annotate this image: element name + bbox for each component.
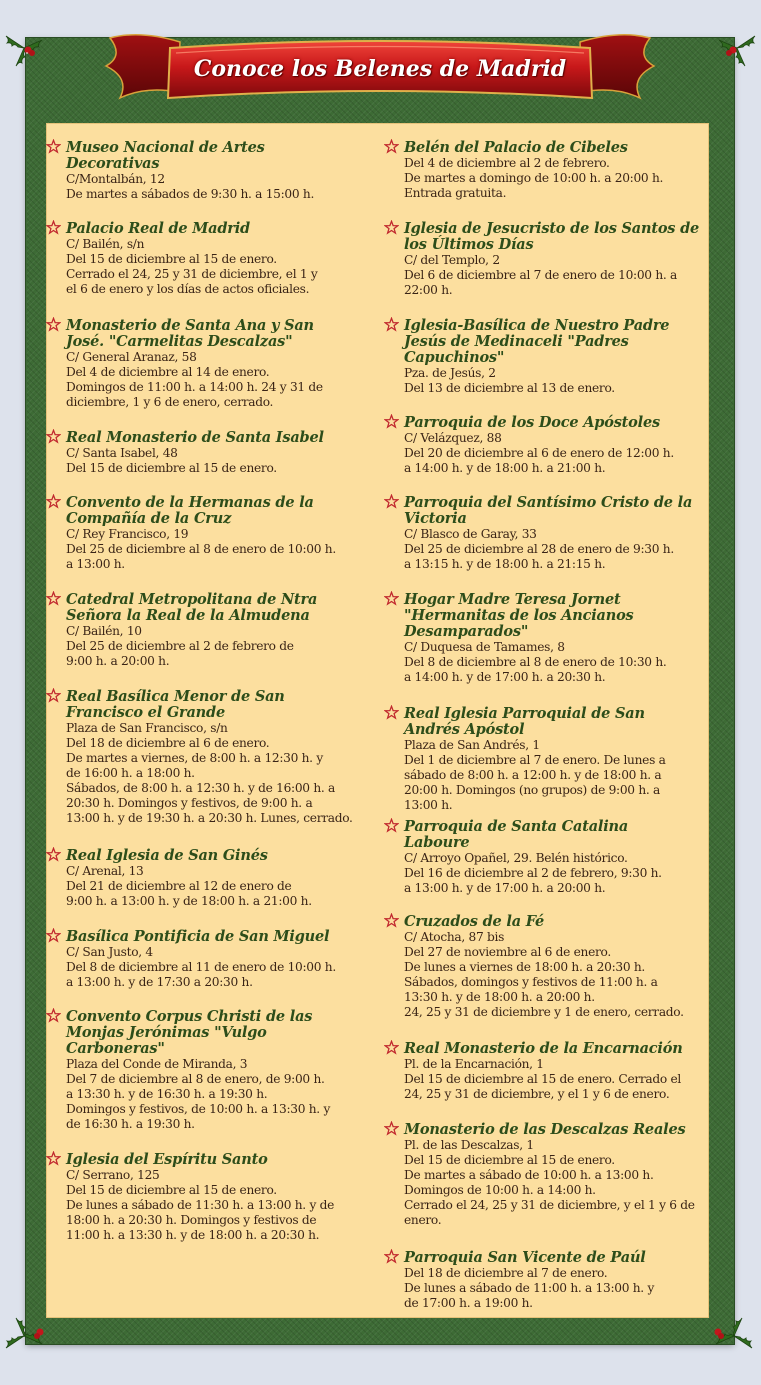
entry-details: C/ Arroyo Opañel, 29. Belén histórico. Del 16 de diciembre al 2 de febrero, 9:30 h. a 13:00 h. y de 17:00 h. a 20:00 h. [404,851,662,895]
list-item [384,1122,702,1228]
star-icon [384,414,400,430]
star-icon [384,705,400,721]
entry-title: Real Iglesia de San Ginés [66,847,268,864]
list-item [46,1152,364,1243]
entry-details: C/ San Justo, 4 Del 8 de diciembre al 11 de enero de 10:00 h. a 13:00 h. y de 17:30 a 20:30 h. [66,945,336,989]
list-item [46,430,364,476]
entry-title: Parroquia San Vicente de Paúl [404,1249,646,1266]
entry-details: Plaza de San Francisco, s/n Del 18 de diciembre al 6 de enero. De martes a viernes, de 8:00 h. a 12:30 h. y de 16:00 h. a 18:00 h. Sábados, de 8:00 h. a 12:30 h. y de 16:00 h. a 20:30 h. Domingos y festivos, de 9:00 h. a 13:00 h. y de 19:30 h. a 20:30 h. Lunes, cerrado. [66,721,353,825]
entry-details: Del 18 de diciembre al 7 de enero. De lunes a sábado de 11:00 h. a 13:00 h. y de 17:00 h. a 19:00 h. [404,1266,655,1310]
entry-title: Catedral Metropolitana de Ntra Señora la Real de la Almudena [66,591,318,624]
star-icon [384,1249,400,1265]
entry-details: Plaza de San Andrés, 1 Del 1 de diciembre al 7 de enero. De lunes a sábado de 8:00 h. a 12:00 h. y de 18:00 h. a 20:00 h. Domingos (no grupos) de 9:00 h. a 13:00 h. [404,738,666,812]
star-icon [384,591,400,607]
list-item [384,221,702,298]
holly-icon [712,1314,756,1358]
entry-title: Monasterio de Santa Ana y San José. "Carmelitas Descalzas" [66,317,314,350]
entry-details: Pza. de Jesús, 2 Del 13 de diciembre al 13 de enero. [404,366,615,395]
star-icon [384,317,400,333]
star-icon [46,429,62,445]
star-icon [384,220,400,236]
title-banner [100,26,660,116]
entry-title: Palacio Real de Madrid [66,220,250,237]
entry-details: C/ Velázquez, 88 Del 20 de diciembre al 6 de enero de 12:00 h. a 14:00 h. y de 18:00 h. a 21:00 h. [404,431,674,475]
list-item [46,592,364,669]
star-icon [46,928,62,944]
list-item [46,495,364,572]
entry-title: Iglesia de Jesucristo de los Santos de los Últimos Días [404,220,700,253]
entry-details: Del 4 de diciembre al 2 de febrero. De martes a domingo de 10:00 h. a 20:00 h. Entrada gratuita. [404,156,664,200]
entry-details: C/ General Aranaz, 58 Del 4 de diciembre al 14 de enero. Domingos de 11:00 h. a 14:00 h. 24 y 31 de diciembre, 1 y 6 de enero, cerrado. [66,350,323,409]
entry-details: C/ Bailén, s/n Del 15 de diciembre al 15 de enero. Cerrado el 24, 25 y 31 de diciembre, el 1 y el 6 de enero y los días de actos oficiales. [66,237,318,296]
list-item [384,1250,702,1311]
entry-title: Real Basílica Menor de San Francisco el Grande [66,688,285,721]
list-item [384,318,702,396]
entry-title: Belén del Palacio de Cibeles [404,139,628,156]
entry-title: Convento de la Hermanas de la Compañía de la Cruz [66,494,314,527]
entry-details: C/ Rey Francisco, 19 Del 25 de diciembre al 8 de enero de 10:00 h. a 13:00 h. [66,527,336,571]
list-item [384,592,702,685]
star-icon [384,139,400,155]
entry-title: Cruzados de la Fé [404,913,545,930]
star-icon [46,1151,62,1167]
star-icon [384,818,400,834]
star-icon [46,220,62,236]
list-item [384,819,702,896]
list-item [384,1041,702,1102]
entry-details: C/ del Templo, 2 Del 6 de diciembre al 7 de enero de 10:00 h. a 22:00 h. [404,253,677,297]
entry-title: Real Monasterio de Santa Isabel [66,429,324,446]
entry-details: C/ Atocha, 87 bis Del 27 de noviembre al 6 de enero. De lunes a viernes de 18:00 h. a 20:30 h. Sábados, domingos y festivos de 11:00 h. a 13:30 h. y de 18:00 h. a 20:00 h. 24, 25 y 31 de diciembre y 1 de enero, cerrado. [404,930,684,1019]
entry-title: Parroquia de los Doce Apóstoles [404,414,660,431]
star-icon [46,1008,62,1024]
list-item [46,929,364,990]
star-icon [384,494,400,510]
list-item [46,1009,364,1132]
entry-details: C/ Arenal, 13 Del 21 de diciembre al 12 de enero de 9:00 h. a 13:00 h. y de 18:00 h. a 21:00 h. [66,864,312,908]
entry-details: C/ Bailén, 10 Del 25 de diciembre al 2 de febrero de 9:00 h. a 20:00 h. [66,624,294,668]
star-icon [384,1121,400,1137]
entry-title: Monasterio de las Descalzas Reales [404,1121,686,1138]
page-title: Conoce los Belenes de Madrid [193,56,567,82]
entry-title: Convento Corpus Christi de las Monjas Jerónimas "Vulgo Carboneras" [66,1008,313,1057]
entry-details: C/ Santa Isabel, 48 Del 15 de diciembre al 15 de enero. [66,446,277,475]
star-icon [46,317,62,333]
star-icon [384,1040,400,1056]
list-item [46,140,364,202]
list-item [46,689,364,826]
entry-title: Parroquia de Santa Catalina Laboure [404,818,629,851]
star-icon [46,494,62,510]
entry-details: C/Montalbán, 12 De martes a sábados de 9:30 h. a 15:00 h. [66,172,315,201]
entry-title: Museo Nacional de Artes Decorativas [66,139,265,172]
entry-title: Iglesia del Espíritu Santo [66,1151,268,1168]
list-item [384,914,702,1020]
holly-icon [715,26,759,70]
entry-title: Iglesia-Basílica de Nuestro Padre Jesús de Medinaceli "Padres Capuchinos" [404,317,670,366]
star-icon [46,847,62,863]
entry-details: Plaza del Conde de Miranda, 3 Del 7 de diciembre al 8 de enero, de 9:00 h. a 13:30 h. y de 16:30 h. a 19:30 h. Domingos y festivos, de 10:00 h. a 13:30 h. y de 16:30 h. a 19:30 h. [66,1057,331,1131]
list-item [46,318,364,410]
entry-details: Pl. de la Encarnación, 1 Del 15 de diciembre al 15 de enero. Cerrado el 24, 25 y 31 de diciembre, y el 1 y 6 de enero. [404,1057,681,1101]
list-item [384,140,702,201]
listing-panel [46,123,709,1318]
star-icon [46,591,62,607]
holly-icon [2,26,46,70]
entry-title: Hogar Madre Teresa Jornet "Hermanitas de los Ancianos Desamparados" [404,591,634,640]
entry-details: Pl. de las Descalzas, 1 Del 15 de diciembre al 15 de enero. De martes a sábado de 10:00 h. a 13:00 h. Domingos de 10:00 h. a 14:00 h. Cerrado el 24, 25 y 31 de diciembre, y el 1 y 6 de enero. [404,1138,695,1227]
entry-details: C/ Duquesa de Tamames, 8 Del 8 de diciembre al 8 de enero de 10:30 h. a 14:00 h. y de 17:00 h. a 20:30 h. [404,640,667,684]
list-item [46,848,364,909]
star-icon [46,688,62,704]
entry-title: Parroquia del Santísimo Cristo de la Victoria [404,494,693,527]
holly-icon [2,1314,46,1358]
star-icon [384,913,400,929]
entry-title: Real Iglesia Parroquial de San Andrés Apóstol [404,705,645,738]
entry-title: Basílica Pontificia de San Miguel [66,928,330,945]
list-item [384,706,702,813]
entry-title: Real Monasterio de la Encarnación [404,1040,683,1057]
list-item [46,221,364,297]
entry-details: C/ Blasco de Garay, 33 Del 25 de diciembre al 28 de enero de 9:30 h. a 13:15 h. y de 18:00 h. a 21:15 h. [404,527,674,571]
entry-details: C/ Serrano, 125 Del 15 de diciembre al 15 de enero. De lunes a sábado de 11:30 h. a 13:00 h. y de 18:00 h. a 20:30 h. Domingos y festivos de 11:00 h. a 13:30 h. y de 18:00 h. a 20:30 h. [66,1168,335,1242]
list-item [384,495,702,572]
list-item [384,415,702,476]
star-icon [46,139,62,155]
